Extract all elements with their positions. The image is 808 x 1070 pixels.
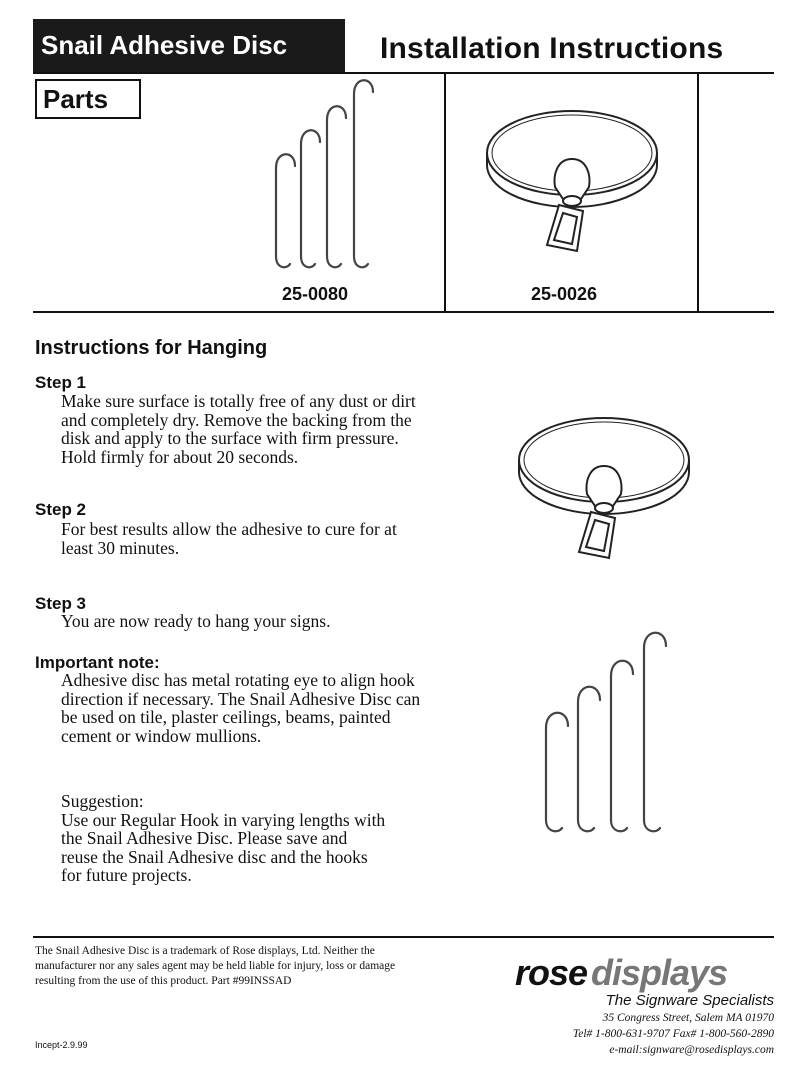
part-number-hooks: 25-0080: [282, 284, 349, 304]
parts-divider-1: [444, 73, 446, 312]
step-1-body: [61, 392, 441, 466]
parts-label: Parts: [35, 79, 141, 119]
step-1-line: Hold firmly for about 20 seconds.: [61, 446, 299, 467]
adhesive-disc-illustration: [517, 402, 692, 572]
step-1-line: disk and apply to the surface with firm pressure.: [61, 428, 399, 448]
phone-fax: Tel# 1-800-631-9707 Fax# 1-800-560-2890: [572, 1028, 774, 1040]
step-2-line: least 30 minutes.: [61, 537, 180, 558]
step-2-title: Step 2: [35, 500, 87, 519]
step-3-line: You are now ready to hang your signs.: [61, 611, 331, 631]
hooks-illustration: [538, 632, 678, 842]
address: 35 Congress Street, Salem MA 01970: [602, 1012, 774, 1024]
step-1-title: Step 1: [35, 373, 87, 392]
company-logo: rose displays: [515, 952, 728, 993]
document-code: Incept-2.9.99: [35, 1040, 88, 1050]
header-divider: [33, 72, 774, 74]
suggestion-line: for future projects.: [61, 865, 192, 885]
footer-divider: [33, 936, 774, 938]
hooks-icon: [270, 78, 390, 278]
instructions-heading: Instructions for Hanging: [35, 337, 268, 359]
suggestion-line: Suggestion:: [61, 791, 144, 811]
suggestion-body: [61, 792, 441, 885]
email: e-mail:signware@rosedisplays.com: [609, 1044, 774, 1056]
parts-divider-2: [697, 73, 699, 312]
important-note-title: Important note:: [35, 653, 160, 672]
contact-info: [573, 1010, 774, 1058]
disclaimer-line: The Snail Adhesive Disc is a trademark of Rose displays, Ltd. Neither the: [35, 945, 375, 957]
step-2-line: For best results allow the adhesive to cure for at: [61, 519, 397, 539]
product-title: Snail Adhesive Disc: [33, 19, 345, 72]
note-line: cement or window mullions.: [61, 725, 262, 746]
page-title: Installation Instructions: [380, 32, 724, 65]
parts-divider-bottom: [33, 311, 774, 313]
step-2-body: [61, 520, 441, 557]
disclaimer-line: resulting from the use of this product. Part #99INSSAD: [35, 975, 292, 987]
suggestion-line: Use our Regular Hook in varying lengths with: [61, 809, 386, 830]
important-note-body: [61, 671, 461, 745]
step-3-title: Step 3: [35, 594, 87, 613]
tagline: The Signware Specialists: [605, 992, 774, 1009]
suggestion-line: the Snail Adhesive Disc. Please save and: [61, 828, 348, 848]
note-line: Adhesive disc has metal rotating eye to align hook: [61, 670, 415, 690]
disclaimer: [35, 944, 435, 989]
part-number-disc: 25-0026: [531, 284, 598, 304]
note-line: direction if necessary. The Snail Adhesive Disc can: [61, 688, 421, 709]
note-line: be used on tile, plaster ceilings, beams, painted: [61, 707, 391, 727]
step-1-line: and completely dry. Remove the backing from the: [61, 409, 412, 430]
step-3-body: [61, 612, 441, 631]
disclaimer-line: manufacturer nor any sales agent may be held liable for injury, loss or damage: [35, 960, 396, 972]
adhesive-disc-icon: [485, 95, 660, 265]
suggestion-line: reuse the Snail Adhesive disc and the hooks: [61, 846, 368, 867]
step-1-line: Make sure surface is totally free of any dust or dirt: [61, 391, 416, 411]
